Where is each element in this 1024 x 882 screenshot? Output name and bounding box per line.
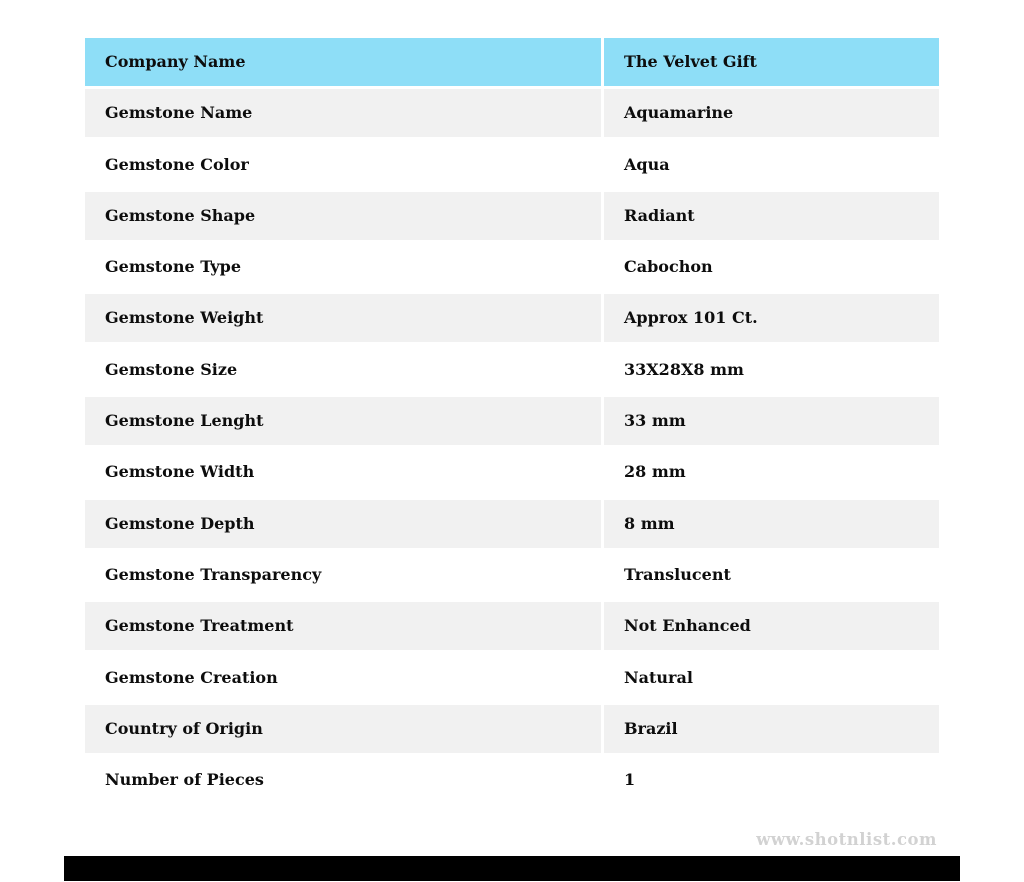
table-row xyxy=(85,602,939,650)
table-row xyxy=(85,397,939,445)
table-row xyxy=(85,243,939,291)
row-label: Gemstone Shape xyxy=(85,192,601,240)
header-value-company-name: The Velvet Gift xyxy=(604,38,939,86)
row-value: Not Enhanced xyxy=(604,602,939,650)
row-value: Approx 101 Ct. xyxy=(604,294,939,342)
row-value: 33 mm xyxy=(604,397,939,445)
row-value: Radiant xyxy=(604,192,939,240)
row-label: Country of Origin xyxy=(85,705,601,753)
row-value: 28 mm xyxy=(604,448,939,496)
row-label: Gemstone Treatment xyxy=(85,602,601,650)
row-value: Translucent xyxy=(604,551,939,599)
row-label: Gemstone Width xyxy=(85,448,601,496)
row-value: Natural xyxy=(604,654,939,702)
table-header-row xyxy=(85,38,939,86)
header-label-company-name: Company Name xyxy=(85,38,601,86)
row-value: 8 mm xyxy=(604,500,939,548)
gemstone-spec-table xyxy=(85,38,939,807)
row-label: Gemstone Type xyxy=(85,243,601,291)
row-value: Aquamarine xyxy=(604,89,939,137)
bottom-bar xyxy=(64,856,960,881)
table-row xyxy=(85,192,939,240)
row-value: 33X28X8 mm xyxy=(604,346,939,394)
table-row xyxy=(85,89,939,137)
row-label: Gemstone Size xyxy=(85,346,601,394)
row-value: Aqua xyxy=(604,141,939,189)
row-value: Brazil xyxy=(604,705,939,753)
table-row xyxy=(85,500,939,548)
table-row xyxy=(85,294,939,342)
row-label: Gemstone Transparency xyxy=(85,551,601,599)
row-label: Gemstone Lenght xyxy=(85,397,601,445)
row-label: Gemstone Depth xyxy=(85,500,601,548)
table-row xyxy=(85,346,939,394)
table-row xyxy=(85,551,939,599)
row-value: 1 xyxy=(604,756,939,804)
row-value: Cabochon xyxy=(604,243,939,291)
row-label: Number of Pieces xyxy=(85,756,601,804)
table-row xyxy=(85,654,939,702)
table-row xyxy=(85,448,939,496)
table-row xyxy=(85,141,939,189)
watermark-url: www.shotnlist.com xyxy=(756,830,937,849)
row-label: Gemstone Weight xyxy=(85,294,601,342)
table-row xyxy=(85,756,939,804)
table-row xyxy=(85,705,939,753)
row-label: Gemstone Creation xyxy=(85,654,601,702)
row-label: Gemstone Color xyxy=(85,141,601,189)
row-label: Gemstone Name xyxy=(85,89,601,137)
